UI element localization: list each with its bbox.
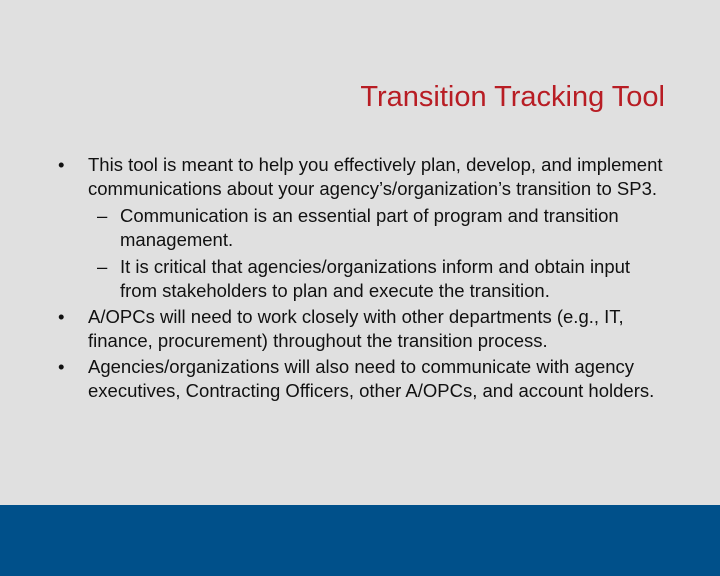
sub-bullet-text: It is critical that agencies/organizations inform and obtain input from stakeholders to plan and execute the transition. xyxy=(120,256,631,301)
bullet-marker: • xyxy=(58,356,65,377)
sub-bullet-item xyxy=(0,204,720,252)
bullet-marker: • xyxy=(58,154,65,175)
sub-bullet-item xyxy=(0,255,720,303)
footer-band xyxy=(0,505,720,576)
dash-marker: – xyxy=(97,256,108,277)
slide-title: Transition Tracking Tool xyxy=(360,81,665,113)
bullet-item xyxy=(0,153,720,201)
bullet-item xyxy=(0,305,720,353)
bullet-list xyxy=(0,153,720,405)
bullet-text: Agencies/organizations will also need to communicate with agency executives, Contracting Officers, other A/OPCs, and account holders. xyxy=(88,356,655,401)
bullet-item xyxy=(0,355,720,403)
bullet-marker: • xyxy=(58,306,65,327)
dash-marker: – xyxy=(97,205,108,226)
bullet-text: This tool is meant to help you effectively plan, develop, and implement communications about your agency’s/organization’s transition to SP3. xyxy=(88,154,663,199)
sub-bullet-text: Communication is an essential part of program and transition management. xyxy=(120,205,619,250)
bullet-text: A/OPCs will need to work closely with other departments (e.g., IT, finance, procurement) throughout the transition process. xyxy=(88,306,624,351)
